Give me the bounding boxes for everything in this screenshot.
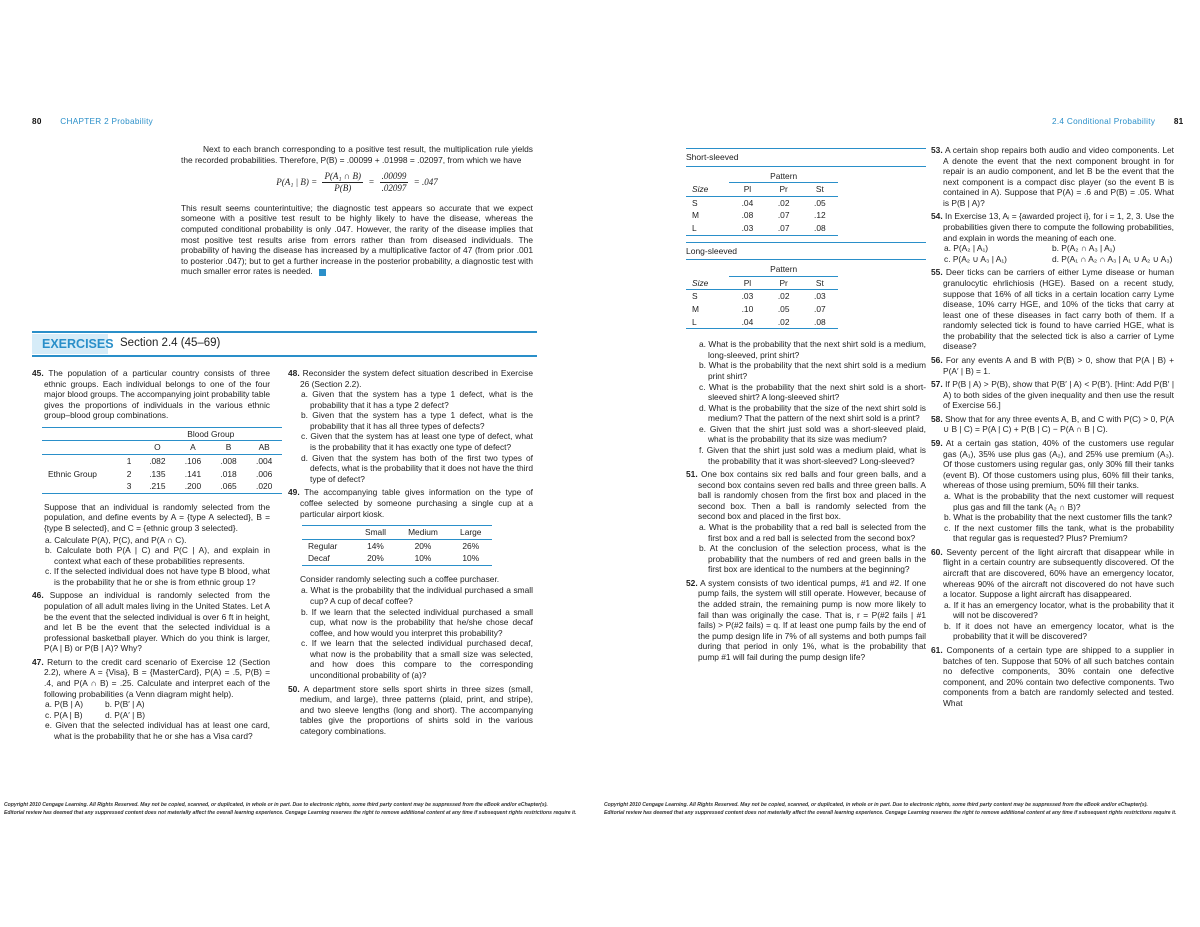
table-row: M .10 .05 .07 bbox=[692, 304, 826, 315]
table-row: S .04 .02 .05 bbox=[692, 197, 826, 208]
ex48-c: c. Given that the system has at least one type of defect, what is the probability that it has exactly one type of defect? bbox=[301, 431, 533, 453]
right-page-number: 81 bbox=[1173, 117, 1184, 126]
col-header: AB bbox=[246, 441, 282, 455]
blood-group-table bbox=[42, 427, 282, 494]
ex45-c: c. If the selected individual does not have type B blood, what is the probability that he or she is from ethnic group 1? bbox=[45, 566, 270, 587]
section-title: 2.4 Conditional Probability bbox=[1052, 117, 1156, 126]
right-page bbox=[600, 0, 1200, 927]
short-sleeved-table: Pattern Size Pl Pr St S .04 .02 .05 M .08 .07 .12 L .03 .07 .08 bbox=[686, 170, 838, 236]
table-row: Ethnic Group 2 .135 .141 .018 .006 bbox=[42, 468, 282, 481]
intro-paragraph-1: Next to each branch corresponding to a positive test result, the multiplication rule yields the recorded probabilities. Therefore, P(B) = .00099 + .01998 = .02097, from which we have bbox=[181, 144, 533, 165]
ex50-e: e. Given that the shirt just sold was a short-sleeved plaid, what is the probability that its size was medium? bbox=[699, 423, 926, 445]
exercise-48: 48. Reconsider the system defect situation described in Exercise 26 (Section 2.2). bbox=[288, 368, 533, 389]
exercises-banner bbox=[32, 331, 537, 357]
ex49-a: a. What is the probability that the individual purchased a small cup? A cup of decaf coffee? bbox=[301, 585, 533, 606]
formula-result: = .047 bbox=[413, 177, 438, 188]
bayes-formula: P(A₁ | B) = $\frac{\text{P(A₁ ∩ B)}}{P(B)}$ = $\frac{.00099}{.02097}$ = .047 bbox=[276, 171, 438, 194]
col-header: Medium bbox=[396, 526, 449, 540]
exercise-51: 51. One box contains six red balls and four green balls, and a second box contains seven red balls and three green balls. A ball is randomly chosen from the first box and placed in the second box. Then a ball is randomly selected from the second box and placed in the first box. bbox=[686, 469, 926, 522]
table-row: M .08 .07 .12 bbox=[692, 210, 826, 221]
exercises-section: Section 2.4 (45–69) bbox=[120, 337, 221, 349]
chapter-title: CHAPTER 2 Probability bbox=[60, 117, 154, 126]
ex48-a: a. Given that the system has a type 1 defect, what is the probability that it has a type 2 defect? bbox=[301, 389, 533, 410]
ex54-parts: a. P(A₂ | A₁) b. P(A₂ ∩ A₃ | A₁) c. P(A₂ ∪ A₃ | A₁) d. P(A₁ ∩ A₂ ∩ A₃ | A₁ ∪ A₂ ∪ A₃) bbox=[944, 243, 1173, 264]
exercises-label: EXERCISES bbox=[32, 334, 108, 354]
frac1-numerator: P(A₁ ∩ B) bbox=[322, 171, 363, 183]
ex50-d: d. What is the probability that the size of the next shirt sold is medium? That the pattern of the next shirt sold is a print? bbox=[699, 402, 926, 424]
copyright-notice-right: Copyright 2010 Cengage Learning. All Rights Reserved. May not be copied, scanned, or duplicated, in whole or in part. Due to electronic rights, some third party content may be suppressed from the eBook and/or eChapter(s). Editorial review has deemed that any suppressed content does not materially affect the overall learning experience. Cengage Learning reserves the right to remove additional content at any time if subsequent rights restrictions require it. bbox=[604, 802, 1177, 816]
formula-fraction-1 bbox=[322, 171, 363, 195]
table-row: Regular 14% 20% 26% bbox=[308, 540, 480, 551]
exercise-61: 61. Components of a certain type are shipped to a supplier in batches of ten. Suppose that 50% of all such batches contain no defective components, 30% contain one defective component, and 20% contain two defective components. Two components from a batch are randomly selected and tested. What bbox=[931, 645, 1175, 708]
ex50-f: f. Given that the shirt just sold was a medium plaid, what is the probability that it was short-sleeved? Long-sleeved? bbox=[699, 444, 926, 466]
left-running-head bbox=[32, 117, 153, 127]
ex47-parts: a. P(B | A) b. P(B′ | A) c. P(A | B) d. P(A′ | B) bbox=[45, 699, 146, 720]
frac1-denominator: P(B) bbox=[334, 183, 352, 194]
right-running-head bbox=[1052, 117, 1184, 127]
ex60-a: a. If it has an emergency locator, what is the probability that it will not be discovered? bbox=[944, 599, 1174, 621]
intro-paragraph-2: This result seems counterintuitive; the diagnostic test appears so accurate that we expect someone with a positive test result to be highly likely to have the disease, whereas the computed conditional probability is only .047. However, the rarity of the disease implies that most positive test results arise from errors rather than from diseased individuals. The probability of having the disease has increased by a multiplicative factor of 47 (from prior .001 to posterior .047); but to get a further increase in the posterior probability, a diagnostic test with much smaller error rates is needed. bbox=[181, 202, 533, 277]
col-header: Small bbox=[355, 526, 397, 540]
table-row: Decaf 20% 10% 10% bbox=[308, 553, 480, 564]
exercise-45: 45. The population of a particular country consists of three ethnic groups. Each individual belongs to one of the four major blood groups. The accompanying joint probability table gives the proportions of individuals in the various ethnic group–blood group combinations. bbox=[32, 368, 270, 421]
ex47-e: e. Given that the selected individual has at least one card, what is the probability that he or she has a Visa card? bbox=[45, 720, 270, 741]
table-row: S .03 .02 .03 bbox=[692, 291, 826, 302]
ex49-c: c. If we learn that the selected individual purchased decaf, what now is the probability that a small size was selected, and how does this compare to the corresponding unconditional probability of (a)? bbox=[301, 638, 533, 681]
exercise-49: 49. The accompanying table gives information on the type of coffee selected by someone purchasing a single cup at a particular airport kiosk. bbox=[288, 487, 533, 519]
formula-lhs: P(A₁ | B) = bbox=[276, 177, 318, 188]
ex60-b: b. If it does not have an emergency locator, what is the probability that it will be discovered? bbox=[944, 620, 1174, 642]
ex59-b: b. What is the probability that the next customer fills the tank? bbox=[944, 512, 1173, 523]
col-header: Large bbox=[450, 526, 492, 540]
exercise-60: 60. Seventy percent of the light aircraft that disappear while in flight in a certain country are subsequently discovered. Of the aircraft that are discovered, 60% have an emergency locator, whereas 90% of the aircraft not discovered do not have such a locator. Suppose a light aircraft has disappeared. bbox=[931, 546, 1174, 600]
exercise-47: 47. Return to the credit card scenario of Exercise 12 (Section 2.2), where A = {Visa}, B = {MasterCard}, P(A) = .5, P(B) = .4, and P(A ∩ B) = .25. Calculate and interpret each of the following probabilities (a Venn diagram might help). bbox=[32, 656, 271, 699]
exercise-58: 58. Show that for any three events A, B, and C with P(C) > 0, P(A ∪ B | C) = P(A | C) + P(B | C) − P(A ∩ B | C). bbox=[931, 413, 1174, 435]
long-sleeved-table: Pattern Size Pl Pr St S .03 .02 .03 M .10 .05 .07 L .04 .02 .08 bbox=[686, 263, 838, 329]
exercise-column-2 bbox=[288, 368, 533, 740]
pattern-header: Pattern bbox=[729, 263, 838, 276]
frac2-denominator: .02097 bbox=[381, 183, 407, 194]
col-header: B bbox=[211, 441, 247, 455]
frac2-numerator: .00099 bbox=[380, 171, 409, 183]
left-page-number: 80 bbox=[32, 117, 42, 126]
exercise-column-3 bbox=[686, 148, 926, 666]
exercise-59: 59. At a certain gas station, 40% of the customers use regular gas (A₁), 35% use plus gas (A₂), and 25% use premium (A₃). Of those customers using regular gas, only 30% fill their tanks (event B). Of those customers using plus, 60% fill their tanks, whereas of those using premium, 50% fill their tanks. bbox=[931, 438, 1174, 491]
blood-group-title: Blood Group bbox=[140, 427, 282, 441]
ex50-c: c. What is the probability that the next shirt sold is a short-sleeved shirt? A long-sleeved shirt? bbox=[699, 381, 926, 403]
coffee-table bbox=[302, 525, 492, 566]
exercise-column-1 bbox=[32, 368, 273, 742]
ex49-after: Consider randomly selecting such a coffee purchaser. bbox=[300, 573, 500, 584]
ex45-a: a. Calculate P(A), P(C), and P(A ∩ C). bbox=[45, 534, 187, 545]
size-header: Size bbox=[686, 183, 729, 197]
ex50-a: a. What is the probability that the next shirt sold is a medium, long-sleeved, print shirt? bbox=[699, 339, 926, 360]
table-row: 3 .215 .200 .065 .020 bbox=[126, 481, 273, 492]
exercise-56: 56. For any events A and B with P(B) > 0, show that P(A | B) + P(A′ | B) = 1. bbox=[931, 354, 1175, 376]
ex51-a: a. What is the probability that a red ball is selected from the first box and a red ball is selected from the second box? bbox=[699, 522, 926, 543]
exercise-50: 50. A department store sells sport shirts in three sizes (small, medium, and large), three patterns (plaid, print, and stripe), and two sleeve lengths (long and short). The accompanying tables give the proportions of shirts sold in the various category combinations. bbox=[288, 683, 533, 736]
ex59-a: a. What is the probability that the next customer will request plus gas and fill the tank (A₂ ∩ B)? bbox=[944, 490, 1174, 512]
exercise-46: 46. Suppose an individual is randomly selected from the population of all adult males living in the United States. Let A be the event that the selected individual is over 6 ft in height, and let B be the event that the selected individual is a professional basketball player. Which do you think is larger, P(A | B) or P(B | A)? Why? bbox=[32, 590, 270, 654]
intro-text bbox=[181, 144, 533, 278]
size-header: Size bbox=[686, 276, 729, 290]
exercise-52: 52. A system consists of two identical pumps, #1 and #2. If one pump fails, the system will still operate. However, because of the added strain, the remaining pump is now more likely to fail than was originally the case. That is, r = P(#2 fails | #1 fails) > P(#2 fails) = q. If at least one pump fails by the end of the pump design life in 7% of all systems and both pumps fail during that period in only 1%, what is the probability that pump #1 will fail during the pump design life? bbox=[686, 577, 926, 662]
copyright-notice-left: Copyright 2010 Cengage Learning. All Rights Reserved. May not be copied, scanned, or duplicated, in whole or in part. Due to electronic rights, some third party content may be suppressed from the eBook and/or eChapter(s). Editorial review has deemed that any suppressed content does not materially affect the overall learning experience. Cengage Learning reserves the right to remove additional content at any time if subsequent rights restrictions require it. bbox=[4, 802, 577, 816]
exercise-53: 53. A certain shop repairs both audio and video components. Let A denote the event that the next component brought in for repair is an audio component, and let B be the event that the next component is a compact disc player (so the event B is contained in A). Suppose that P(A) = .6 and P(B) = .05. What is P(B | A)? bbox=[931, 145, 1174, 208]
ex45-after: Suppose that an individual is randomly selected from the population, and define events by A = {type A selected}, B = {type B selected}, and C = {ethnic group 3 selected}. bbox=[44, 501, 270, 533]
long-sleeved-caption: Long-sleeved bbox=[686, 242, 926, 261]
ex49-b: b. If we learn that the selected individual purchased a small cup, what now is the probability that he/she chose decaf coffee, and how would you interpret this probability? bbox=[301, 606, 533, 638]
formula-fraction-2 bbox=[380, 171, 409, 195]
exercise-column-4 bbox=[931, 145, 1174, 711]
table-row: 1 .082 .106 .008 .004 bbox=[126, 456, 273, 467]
col-header: O bbox=[140, 441, 176, 455]
ex51-b: b. At the conclusion of the selection process, what is the probability that the numbers of red and green balls in the first box are identical to the numbers at the beginning? bbox=[699, 543, 926, 575]
ex50-b: b. What is the probability that the next shirt sold is a medium print shirt? bbox=[699, 360, 926, 381]
ex45-b: b. Calculate both P(A | C) and P(C | A), and explain in context what each of these probabilities represents. bbox=[45, 545, 270, 566]
col-header: A bbox=[175, 441, 211, 455]
exercise-57: 57. If P(B | A) > P(B), show that P(B′ | A) < P(B′). [Hint: Add P(B′ | A) to both sides of the given inequality and then use the result of Exercise 56.] bbox=[931, 379, 1174, 411]
ex48-d: d. Given that the system has both of the first two types of defects, what is the probability that it does not have the third type of defect? bbox=[301, 452, 533, 484]
exercise-55: 55. Deer ticks can be carriers of either Lyme disease or human granulocytic ehrlichiosis (HGE). Based on a recent study, suppose that 16% of all ticks in a certain location carry Lyme disease, 10% carry HGE, and 10% of the ticks that carry at least one of these diseases in fact carry both of them. If a randomly selected tick is found to have carried HGE, what is the probability that the selected tick is also a carrier of Lyme disease? bbox=[931, 267, 1174, 352]
ex48-b: b. Given that the system has a type 1 defect, what is the probability that it has all three types of defects? bbox=[301, 410, 533, 431]
exercise-54: 54. In Exercise 13, Aᵢ = {awarded project i}, for i = 1, 2, 3. Use the probabilities given there to compute the following probabilities, and explain in words the meaning of each one. bbox=[931, 211, 1174, 243]
pattern-header: Pattern bbox=[729, 170, 838, 183]
table-row: L .03 .07 .08 bbox=[692, 223, 826, 234]
end-of-example-icon bbox=[319, 269, 326, 276]
ex59-c: c. If the next customer fills the tank, what is the probability that regular gas is requested? Plus? Premium? bbox=[944, 522, 1174, 544]
table-row: L .04 .02 .08 bbox=[692, 316, 826, 327]
ethnic-group-label: Ethnic Group bbox=[48, 468, 97, 479]
short-sleeved-caption: Short-sleeved bbox=[686, 148, 926, 167]
